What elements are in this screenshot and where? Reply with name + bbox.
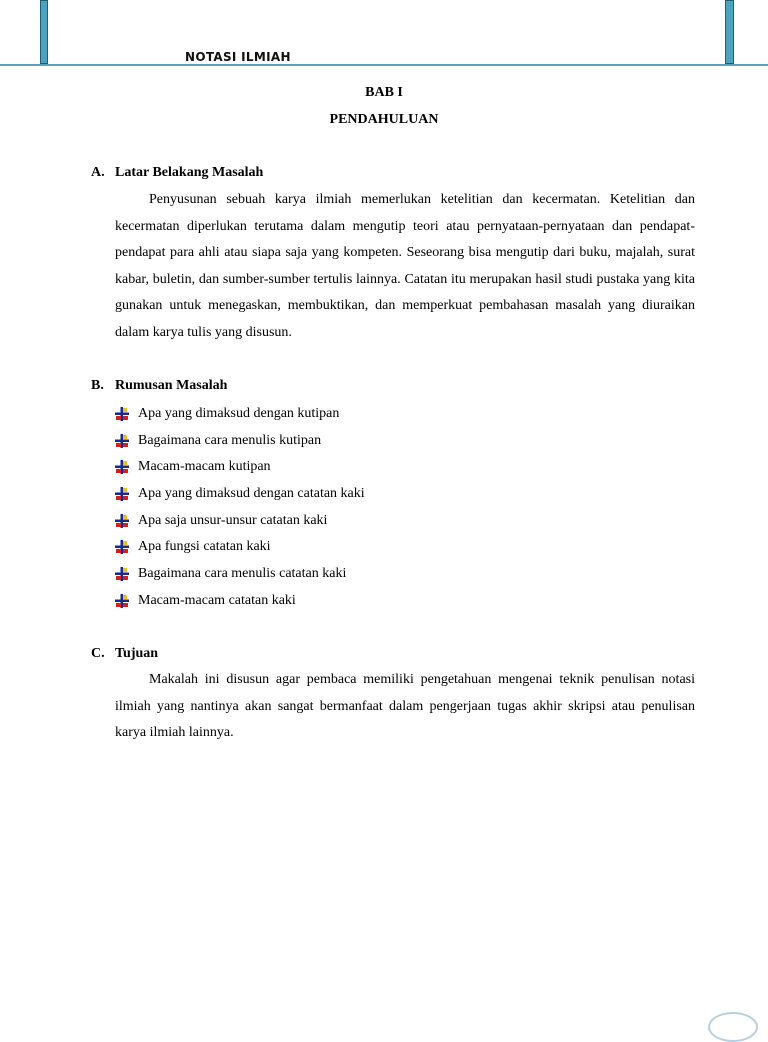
cross-arrow-bullet-icon bbox=[115, 407, 129, 421]
list-item-text: Bagaimana cara menulis catatan kaki bbox=[138, 566, 347, 582]
footer-ornament bbox=[708, 1012, 758, 1042]
cross-arrow-bullet-icon bbox=[115, 514, 129, 528]
list-item bbox=[115, 401, 365, 428]
problem-list bbox=[115, 401, 365, 615]
cross-arrow-bullet-icon bbox=[115, 540, 129, 554]
header-right-bar bbox=[725, 0, 734, 64]
section-a-letter: A. bbox=[91, 165, 105, 180]
list-item-text: Bagaimana cara menulis kutipan bbox=[138, 432, 322, 448]
header-rule bbox=[0, 64, 768, 66]
list-item bbox=[115, 428, 365, 455]
list-item bbox=[115, 508, 365, 535]
section-a-title: Latar Belakang Masalah bbox=[115, 165, 264, 180]
list-item-text: Macam-macam catatan kaki bbox=[138, 592, 296, 608]
cross-arrow-bullet-icon bbox=[115, 460, 129, 474]
list-item-text: Apa yang dimaksud dengan catatan kaki bbox=[138, 486, 365, 502]
list-item bbox=[115, 454, 365, 481]
section-b-title: Rumusan Masalah bbox=[115, 378, 228, 393]
list-item bbox=[115, 561, 365, 588]
list-item bbox=[115, 534, 365, 561]
list-item-text: Apa fungsi catatan kaki bbox=[138, 539, 271, 555]
list-item-text: Macam-macam kutipan bbox=[138, 459, 271, 475]
cross-arrow-bullet-icon bbox=[115, 567, 129, 581]
section-c-title: Tujuan bbox=[115, 646, 159, 661]
chapter-number: BAB I bbox=[365, 85, 403, 100]
list-item-text: Apa saja unsur-unsur catatan kaki bbox=[138, 512, 328, 528]
cross-arrow-bullet-icon bbox=[115, 487, 129, 501]
cross-arrow-bullet-icon bbox=[115, 434, 129, 448]
list-item bbox=[115, 588, 365, 615]
section-a-paragraph: Penyusunan sebuah karya ilmiah memerlukan ketelitian dan kecermatan. Ketelitian dan kecermatan diperlukan terutama dalam mengutip teori atau pernyataan-pernyataan dan pendapat-pendapat para ahli atau siapa saja yang kompeten. Seseorang bisa mengutip dari buku, majalah, surat kabar, buletin, dan sumber-sumber tertulis lainnya. Catatan itu merupakan hasil studi pustaka yang kita gunakan untuk menegaskan, membuktikan, dan memperkuat pembahasan masalah yang diuraikan dalam karya tulis yang disusun. bbox=[115, 192, 695, 340]
section-c-paragraph: Makalah ini disusun agar pembaca memiliki pengetahuan mengenai teknik penulisan notasi ilmiah yang nantinya akan sangat bermanfaat dalam pengerjaan tugas akhir skripsi atau penulisan karya ilmiah lainnya. bbox=[115, 672, 695, 741]
section-b-letter: B. bbox=[91, 378, 104, 393]
chapter-title: PENDAHULUAN bbox=[329, 112, 439, 127]
list-item-text: Apa yang dimaksud dengan kutipan bbox=[138, 406, 340, 421]
header-left-bar bbox=[40, 0, 48, 64]
header-title: NOTASI ILMIAH bbox=[185, 50, 291, 64]
cross-arrow-bullet-icon bbox=[115, 594, 129, 608]
list-item bbox=[115, 481, 365, 508]
section-c-letter: C. bbox=[91, 646, 105, 661]
